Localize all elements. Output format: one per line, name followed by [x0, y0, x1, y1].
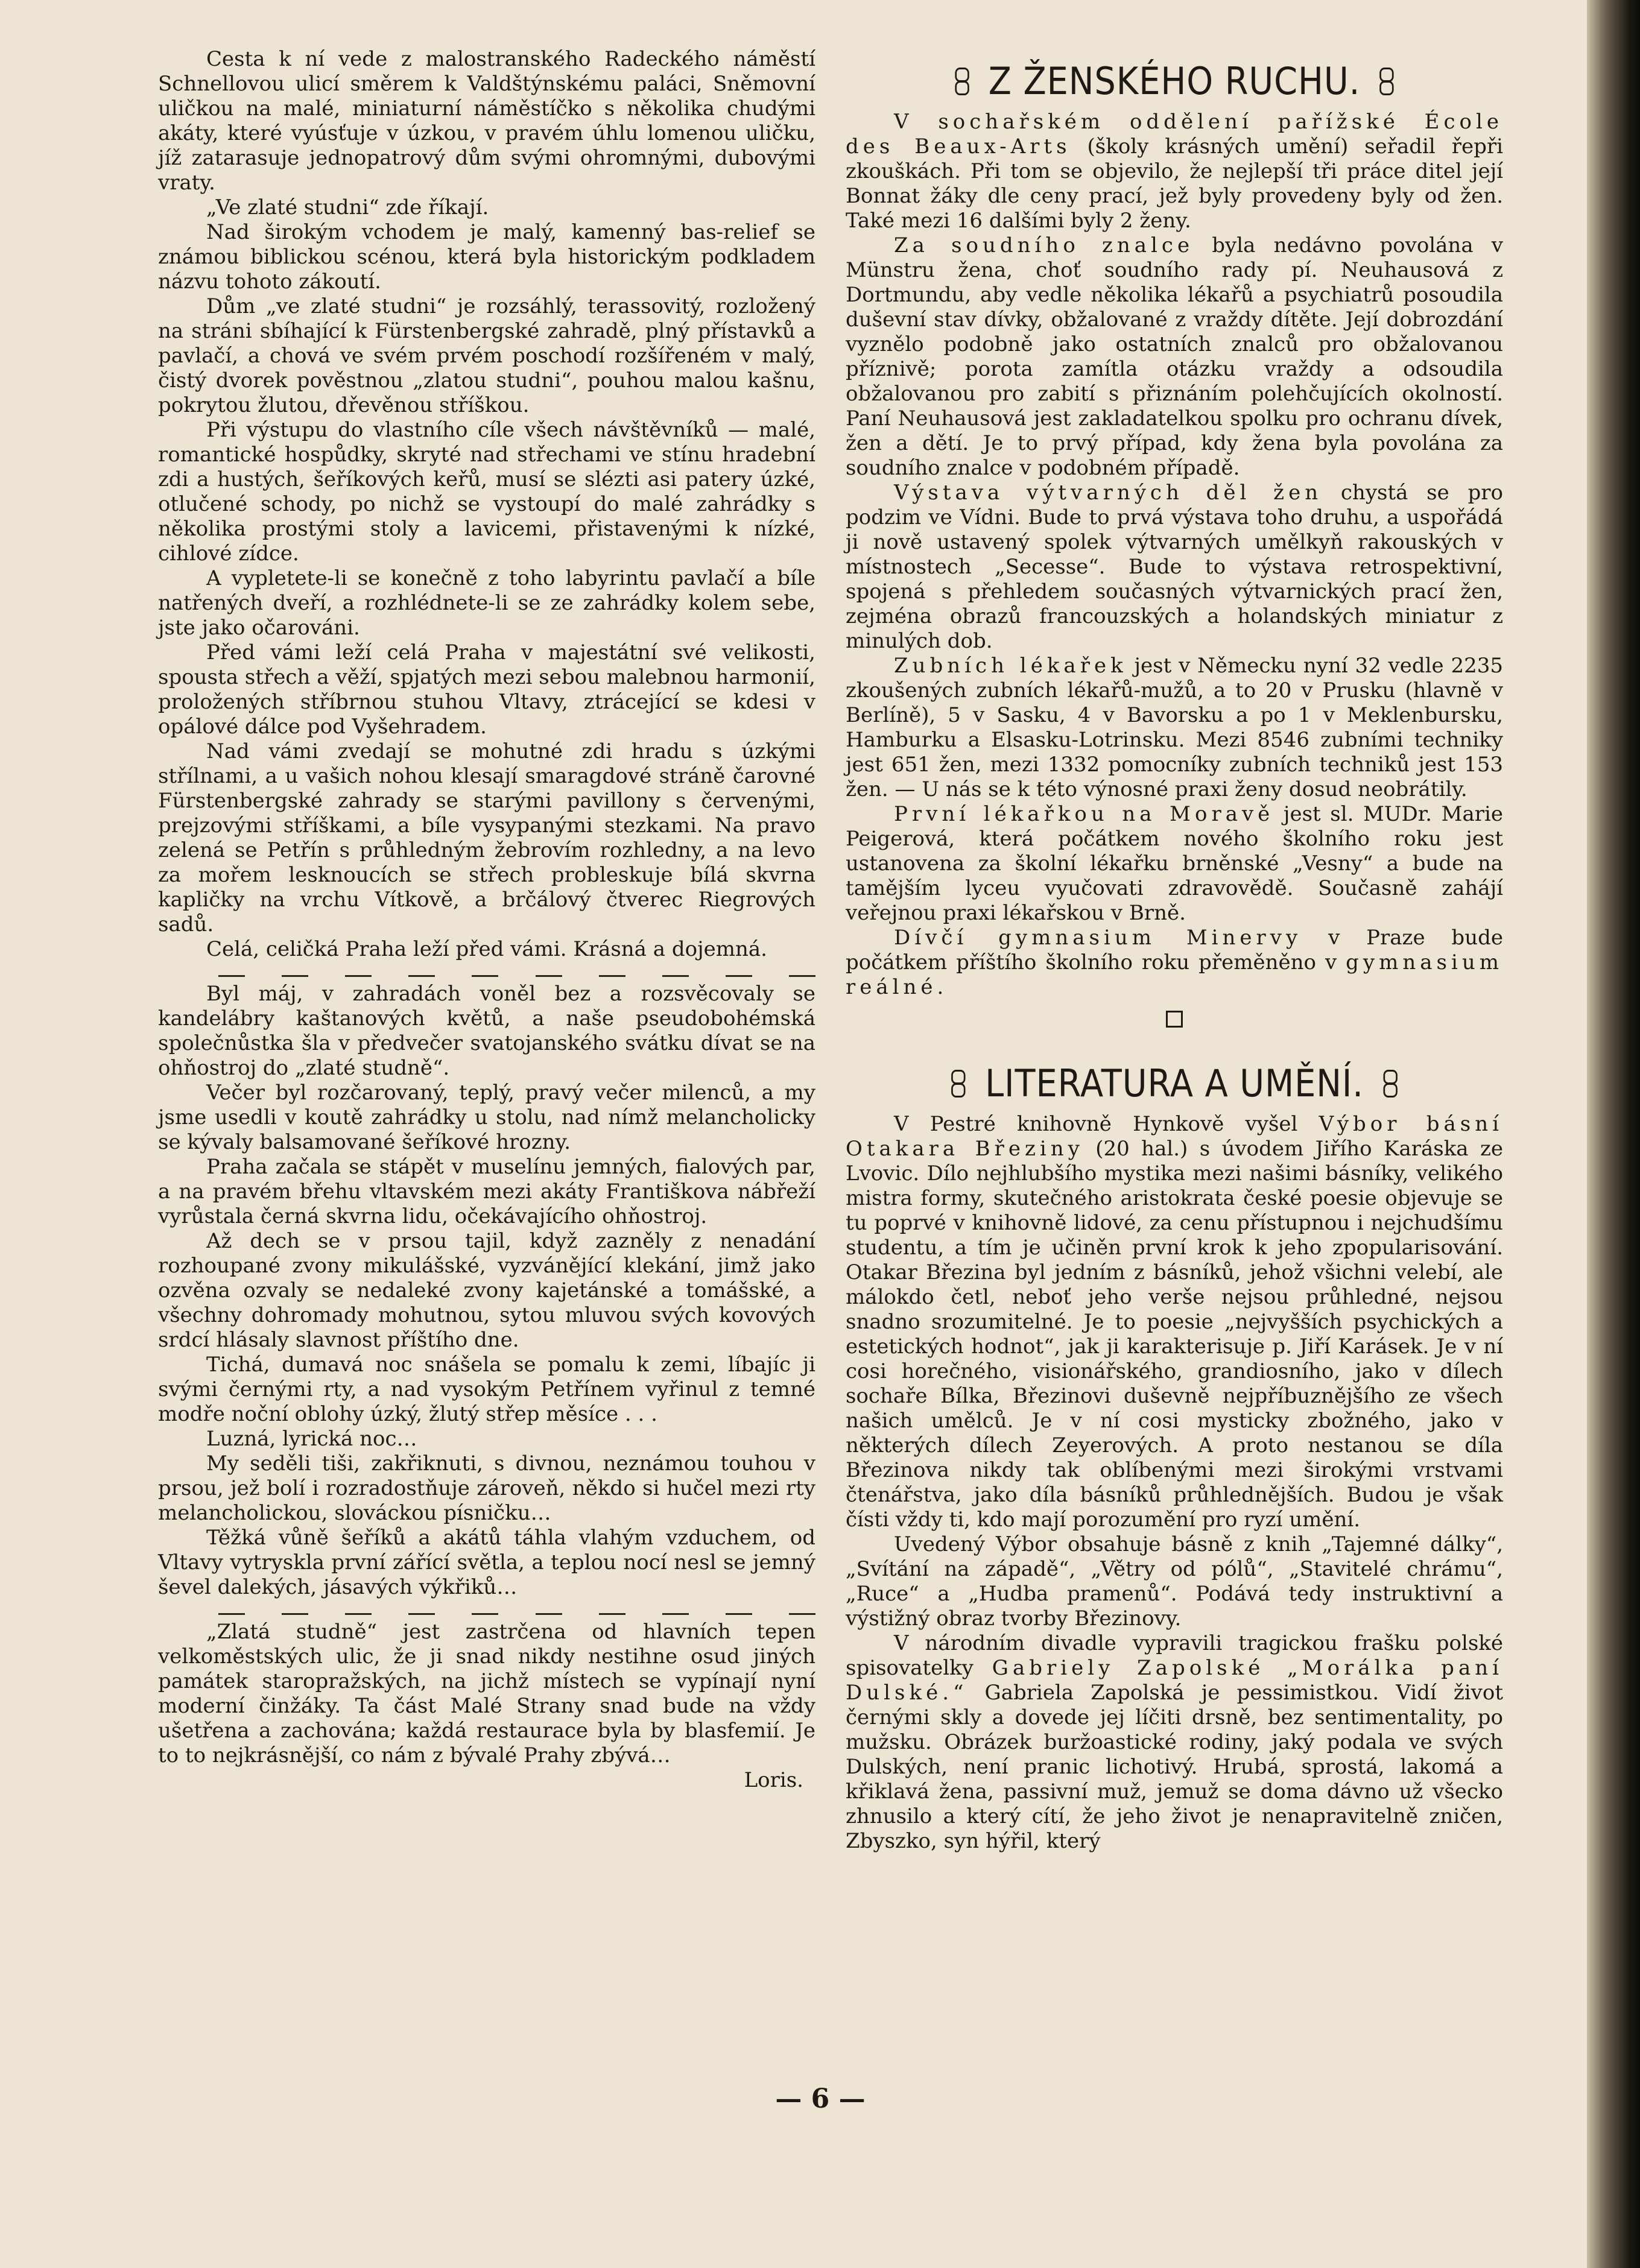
paragraph: A vypletete-li se konečně z toho labyrintu pavlačí a bíle natřených dveří, a rozhlédnete-li se ze zahrádky kolem sebe, jste jako očarováni.	[158, 566, 815, 640]
paragraph: Nad širokým vchodem je malý, kamenný bas-relief se známou biblickou scénou, která byla historickým podkladem názvu tohoto zákoutí.	[158, 220, 815, 294]
right-column	[846, 60, 1503, 1854]
paragraph: „Zlatá studně“ jest zastrčena od hlavních tepen velkoměstských ulic, že ji snad nikdy nestihne osud jiných památek staropražských, na jichž místech se vypínají nyní moderní činžáky. Ta část Malé Strany snad bude na vždy ušetřena a zachována; každá restaurace byla by blasfemií. Je to to nejkrásnější, co nám z bývalé Prahy zbývá…	[158, 1620, 815, 1767]
signature-row	[158, 1768, 815, 1793]
left-column	[158, 47, 815, 1793]
news-item: První lékařkou na Moravě jest sl. MUDr. Marie Peigerová, která počátkem nového školního roku jest ustanovena za školní lékařku brněnské „Vesny“ a bude na tamějším lyceu vyučovati zdravovědě. Současně zahájí veřejnou praxi lékařskou v Brně.	[846, 802, 1503, 925]
ornament-icon	[955, 68, 969, 95]
paragraph: Až dech se v prsou tajil, když zazněly z nenadání rozhoupané zvony mikulášské, vyzvánějící klekání, jimž jako ozvěna ozvaly se nedaleké zvony kajetánské a tomášské, a všechny dohromady mohutnou, sytou mluvou svých kovových srdcí hlásaly slavnost příštího dne.	[158, 1229, 815, 1352]
paragraph: Při výstupu do vlastního cíle všech návštěvníků — malé, romantické hospůdky, skryté nad střechami ve stínu hradební zdi a hustých, šeříkových keřů, musí se slézti asi patery úzké, otlučené schody, po nichž se vystoupí do malé zahrádky s několika prostými stoly a lavicemi, přistavenými k nízké, cihlové zídce.	[158, 418, 815, 566]
review-paragraph: V národním divadle vypravili tragickou frašku polské spisovatelky Gabriely Zapolské „Morálka paní Dulské.“ Gabriela Zapolská je pessimistkou. Vidí život černými skly a dovede jej líčiti drsně, bez sentimentality, po mužsku. Obrázek buržoastické rodiny, jaký podala ve svých Dulských, není pranic lichotivý. Hrubá, sprostá, lakomá a křiklavá žena, passivní muž, jemuž se doma dávno už všecko zhnusilo a který cítí, že jeho život je nenapravitelně zničen, Zbyszko, syn hýřil, který	[846, 1631, 1503, 1853]
heading-text: Z ŽENSKÉHO RUCHU.	[988, 59, 1361, 103]
section-end-square-icon	[1166, 1011, 1183, 1028]
review-paragraph: V Pestré knihovně Hynkově vyšel Výbor básní Otakara Březiny (20 hal.) s úvodem Jiřího Karáska ze Lvovic. Dílo nejhlubšího mystika mezi našimi básníky, velikého mistra formy, skutečného aristokrata české poesie objevuje se tu poprvé v knihovně lidové, za cenu přístupnou i nejchudšímu studentu, a tím je učiněn první krok k jeho zpopularisování. Otakar Březina byl jedním z básníků, jehož všichni velebí, ale málokdo četl, neboť jeho verše nejsou průhledné, nejsou snadno srozumitelné. Je to poesie „nejvyšších psychických a estetických hodnot“, jak ji karakterisuje p. Jiří Karásek. Je v ní cosi horečného, visionářského, grandiosního, jako v dílech sochaře Bílka, Březinovi duševně nejpříbuznějšího ze všech našich umělců. Je v ní cosi mysticky zbožného, jako v některých dílech Zeyerových. A proto nestanou se díla Březinova nikdy tak oblíbenými mezi širokými vrstvami čtenářstva, jako díla básníků průhlednějších. Budou je však čísti vždy ti, kdo mají porozumění pro ryzí umění.	[846, 1112, 1503, 1532]
paragraph: Tichá, dumavá noc snášela se pomalu k zemi, líbajíc ji svými černými rty, a nad vysokým Petřínem vyřinul z temné modře noční oblohy úzký, žlutý střep měsíce . . .	[158, 1353, 815, 1426]
news-item: Zubních lékařek jest v Německu nyní 32 vedle 2235 zkoušených zubních lékařů-mužů, a to 20 v Prusku (hlavně v Berlíně), 5 v Sasku, 4 v Bavorsku a po 1 v Meklenbursku, Hamburku a Elsasku-Lotrinsku. Mezi 8546 zubními techniky jest 651 žen, mezi 1332 pomocníky zubních techniků jest 153 žen. — U nás se k této výnosné praxi ženy dosud neobrátily.	[846, 654, 1503, 801]
paragraph: Dům „ve zlaté studni“ je rozsáhlý, terassovitý, rozložený na stráni sbíhající k Fürstenbergské zahradě, plný přístavků a pavlačí, a chová ve svém prvém poschodí rozšířeném v malý, čistý dvorek pověstnou „zlatou studni“, pouhou malou kašnu, pokrytou žlutou, dřevěnou stříškou.	[158, 294, 815, 417]
review-paragraph: Uvedený Výbor obsahuje básně z knih „Tajemné dálky“, „Svítání na západě“, „Větry od pólů“, „Stavitelé chrámu“, „Ruce“ a „Hudba pramenů“. Podává tedy instruktivní a výstižný obraz tvorby Březinovy.	[846, 1532, 1503, 1631]
paragraph: „Ve zlaté studni“ zde říkají.	[206, 195, 489, 220]
news-item: V sochařském oddělení pařížské École des Beaux-Arts (školy krásných umění) seřadil řepři zkouškách. Při tom se objevilo, že nejlepší tři práce ditel její Bonnat žáky dle ceny prací, jež byly provedeny byly od žen. Také mezi 16 dalšími byly 2 ženy.	[846, 110, 1503, 233]
page-number: — 6 —	[775, 2083, 866, 2114]
paragraph: My seděli tiši, zakřiknuti, s divnou, neznámou touhou v prsou, jež bolí i rozradostňuje zároveň, někdo si hučel mezi rty melancholickou, slováckou písničku…	[158, 1451, 815, 1525]
ornament-icon	[1383, 1070, 1397, 1098]
paragraph: Luzná, lyrická noc…	[206, 1427, 417, 1451]
paragraph: Celá, celičká Praha leží před vámi. Krásná a dojemná.	[206, 937, 767, 961]
paragraph: Cesta k ní vede z malostranského Radeckého náměstí Schnellovou ulicí směrem k Valdštýnskému paláci, Sněmovní uličkou na malé, miniaturní náměstíčko s několika chudými akáty, které vyúsťuje v úzkou, v pravém úhlu lomenou uličku, jíž zatarasuje jednopatrový dům svými ohromnými, dubovými vraty.	[158, 47, 815, 195]
ornament-icon	[951, 1070, 965, 1098]
section-heading-literature	[879, 1063, 1471, 1105]
section-heading-womens-movement	[879, 60, 1471, 103]
news-item: Výstava výtvarných děl žen chystá se pro podzim ve Vídni. Bude to prvá výstava toho druhu, a uspořádá ji nově ustavený spolek výtvarných umělkyň rakouských v místnostech „Secesse“. Bude to výstava retrospektivní, spojená s přehledem současných výtvarnických prací žen, zejména obrazů francouzských a holandských miniatur z minulých dob.	[846, 481, 1504, 653]
author-signature: Loris.	[744, 1768, 803, 1792]
paragraph: Večer byl rozčarovaný, teplý, pravý večer milenců, a my jsme usedli v koutě zahrádky u stolu, nad nímž melancholicky se kývaly balsamované šeříkové hrozny.	[158, 1081, 815, 1154]
paragraph: Nad vámi zvedají se mohutné zdi hradu s úzkými střílnami, a u vašich nohou klesají smaragdové stráně čarovné Fürstenbergské zahrady se starými pavillony s červenými, prejzovými stříškami, a bíle vysypanými stezkami. Na pravo zelená se Petřín s průhledným žebrovím rozhledny, a na levo za mořem lesknoucích se střech probleskuje bílá skvrna kapličky na vrchu Vítkově, a brčálový čtverec Riegrových sadů.	[158, 739, 815, 937]
paragraph: Praha začala se stápět v muselínu jemných, fialových par, a na pravém břehu vltavském mezi akáty Františkova nábřeží vyrůstala černá skvrna lidu, očekávajícího ohňostroj.	[158, 1155, 815, 1228]
heading-text: LITERATURA A UMĚNÍ.	[985, 1061, 1364, 1105]
ornament-icon	[1380, 68, 1394, 95]
news-item: Za soudního znalce byla nedávno povolána v Münstru žena, choť soudního rady pí. Neuhausová z Dortmundu, aby vedle několika lékařů a psychiatrů posoudila duševní stav dívky, obžalované z vraždy dítěte. Její dobrozdání vyznělo podobně jako ostatních znalců pro obžalovanou příznivě; porota zamítla otázku vraždy a odsoudila obžalovanou pro zabití s přiznáním polehčujících okolností. Paní Neuhausová jest zakladatelkou spolku pro ochranu dívek, žen a dětí. Je to prvý případ, kdy žena byla povolána za soudního znalce v podobném případě.	[846, 233, 1503, 480]
dash-divider	[158, 1600, 815, 1620]
news-item: Dívčí gymnasium Minervy v Praze bude počátkem příštího školního roku přeměněno v gymnasium reálné.	[846, 926, 1503, 999]
paragraph: Byl máj, v zahradách voněl bez a rozsvěcovaly se kandelábry kaštanových květů, a naše pseudobohémská společnůstka šla v předvečer svatojanského svátku dívat se na ohňostroj do „zlaté studně“.	[158, 982, 815, 1080]
paragraph: Těžká vůně šeříků a akátů táhla vlahým vzduchem, od Vltavy vytryskla první zářící světla, a teplou nocí nesl se jemný ševel dalekých, jásavých výkřiků…	[158, 1526, 815, 1599]
paragraph: Před vámi leží celá Praha v majestátní své velikosti, spousta střech a věží, spjatých mezi sebou malebnou harmonií, proložených stříbrnou stuhou Vltavy, ztrácející se kdesi v opálové dálce pod Vyšehradem.	[158, 640, 815, 739]
book-spine-shadow	[1587, 0, 1640, 2268]
dash-divider	[158, 962, 815, 982]
